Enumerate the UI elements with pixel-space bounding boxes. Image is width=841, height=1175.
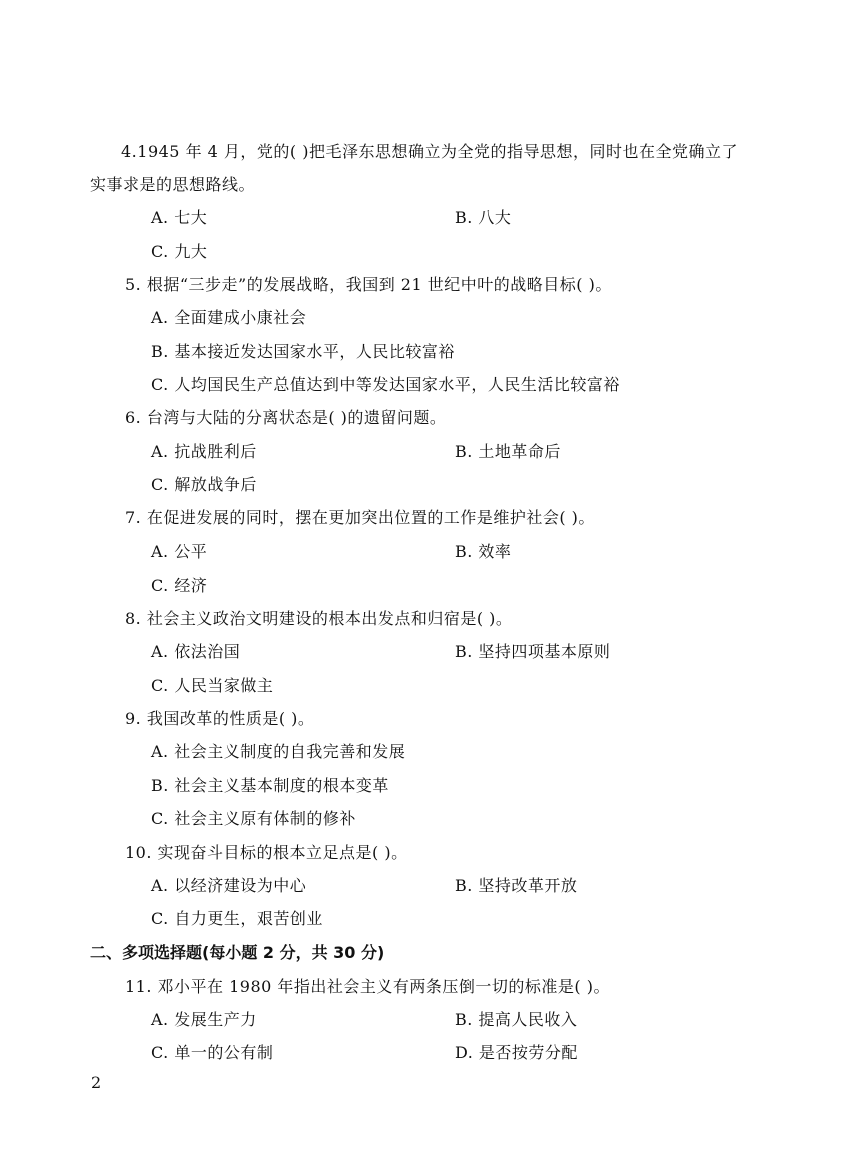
q11-option-c: C. 单一的公有制 [151,1043,274,1062]
q11-option-b: B. 提高人民收入 [455,1010,578,1029]
q4-stem-line1: 4.1945 年 4 月，党的( )把毛泽东思想确立为全党的指导思想，同时也在全党确立了 [121,142,738,161]
q10-stem: 10. 实现奋斗目标的根本立足点是( )。 [125,843,408,862]
q6-stem: 6. 台湾与大陆的分离状态是( )的遗留问题。 [125,408,447,427]
q9-option-a: A. 社会主义制度的自我完善和发展 [151,742,406,761]
q5-option-b: B. 基本接近发达国家水平，人民比较富裕 [151,342,455,361]
q9-option-b: B. 社会主义基本制度的根本变革 [151,776,389,795]
q11-option-a: A. 发展生产力 [151,1010,257,1029]
q10-option-c: C. 自力更生，艰苦创业 [151,909,323,928]
q6-option-c: C. 解放战争后 [151,475,257,494]
q7-stem: 7. 在促进发展的同时，摆在更加突出位置的工作是维护社会( )。 [125,508,595,527]
q5-stem: 5. 根据“三步走”的发展战略，我国到 21 世纪中叶的战略目标( )。 [125,275,612,294]
q4-stem-line2: 实事求是的思想路线。 [90,175,256,194]
q8-option-b: B. 坚持四项基本原则 [455,642,611,661]
q8-option-a: A. 依法治国 [151,642,241,661]
q7-option-c: C. 经济 [151,576,208,595]
q4-option-c: C. 九大 [151,242,208,261]
q7-option-b: B. 效率 [455,542,512,561]
q10-option-b: B. 坚持改革开放 [455,876,578,895]
q4-option-a: A. 七大 [151,208,208,227]
q5-option-c: C. 人均国民生产总值达到中等发达国家水平，人民生活比较富裕 [151,375,620,394]
q11-stem: 11. 邓小平在 1980 年指出社会主义有两条压倒一切的标准是( )。 [125,977,610,996]
q7-option-a: A. 公平 [151,542,208,561]
q8-stem: 8. 社会主义政治文明建设的根本出发点和归宿是( )。 [125,609,513,628]
q11-option-d: D. 是否按劳分配 [455,1043,578,1062]
q9-stem: 9. 我国改革的性质是( )。 [125,709,315,728]
q9-option-c: C. 社会主义原有体制的修补 [151,809,356,828]
q4-option-b: B. 八大 [455,208,512,227]
q6-option-a: A. 抗战胜利后 [151,442,257,461]
q5-option-a: A. 全面建成小康社会 [151,308,307,327]
section-multiple-choice-heading: 二、多项选择题(每小题 2 分，共 30 分) [90,943,385,962]
q8-option-c: C. 人民当家做主 [151,676,274,695]
page-number: 2 [91,1073,102,1092]
q10-option-a: A. 以经济建设为中心 [151,876,307,895]
q6-option-b: B. 土地革命后 [455,442,561,461]
